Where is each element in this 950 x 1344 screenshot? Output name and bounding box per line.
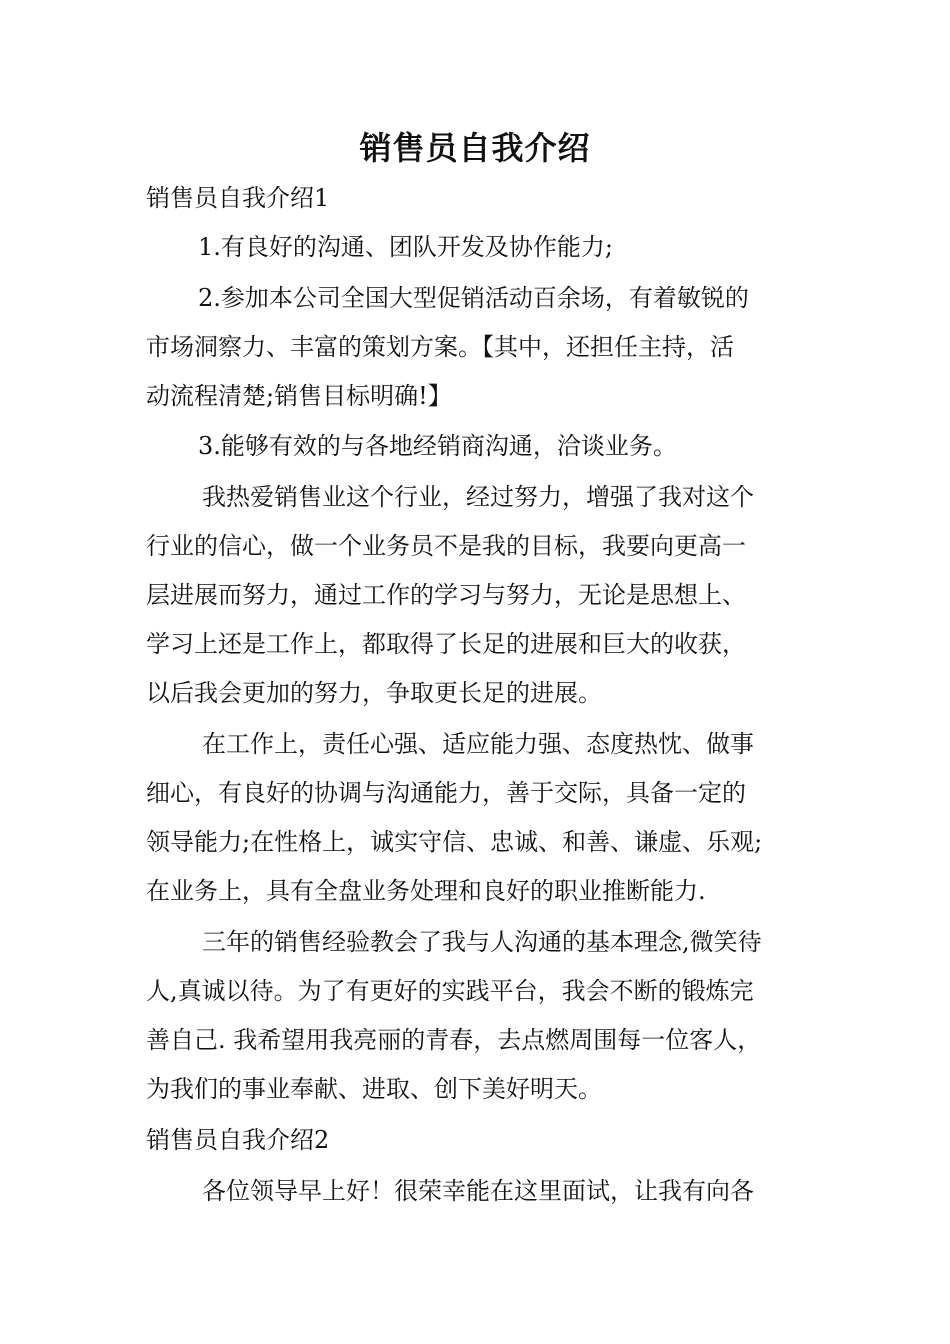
list-item-3-text: 3.能够有效的与各地经销商沟通，洽谈业务。 bbox=[198, 432, 677, 460]
list-item-2-line-3: 动流程清楚;销售目标明确!】 bbox=[146, 382, 452, 410]
list-item-1-text: 1.有良好的沟通、团队开发及协作能力; bbox=[198, 233, 613, 261]
paragraph-2-line-1: 在工作上，责任心强、适应能力强、态度热忱、做事 bbox=[202, 730, 754, 758]
list-item-2-line-1: 2.参加本公司全国大型促销活动百余场，有着敏锐的 bbox=[198, 284, 749, 312]
paragraph-1-line-3: 层进展而努力，通过工作的学习与努力，无论是思想上、 bbox=[146, 581, 746, 609]
paragraph-4-line-1: 各位领导早上好！很荣幸能在这里面试，让我有向各 bbox=[202, 1177, 754, 1205]
paragraph-3-line-3: 善自己. 我希望用我亮丽的青春，去点燃周围每一位客人， bbox=[146, 1026, 762, 1054]
paragraph-1-line-1: 我热爱销售业这个行业，经过努力，增强了我对这个 bbox=[202, 483, 754, 511]
paragraph-3-line-4: 为我们的事业奉献、进取、创下美好明天。 bbox=[146, 1075, 602, 1103]
paragraph-1 bbox=[146, 473, 816, 718]
list-item-3 bbox=[146, 422, 816, 471]
paragraph-1-line-2: 行业的信心，做一个业务员不是我的目标，我要向更高一 bbox=[146, 532, 746, 560]
section-heading-1: 销售员自我介绍1 bbox=[146, 184, 330, 212]
paragraph-1-line-4: 学习上还是工作上，都取得了长足的进展和巨大的收获， bbox=[146, 630, 746, 658]
paragraph-3-line-1: 三年的销售经验教会了我与人沟通的基本理念,微笑待 bbox=[202, 928, 762, 956]
paragraph-4 bbox=[146, 1167, 816, 1216]
list-item-2-line-2: 市场洞察力、丰富的策划方案。【其中，还担任主持，活 bbox=[146, 333, 734, 361]
paragraph-3-line-2: 人,真诚以待。为了有更好的实践平台，我会不断的锻炼完 bbox=[146, 977, 754, 1005]
list-item-1 bbox=[146, 223, 816, 272]
document-title: 销售员自我介绍 bbox=[359, 129, 591, 167]
section-heading-2: 销售员自我介绍2 bbox=[146, 1126, 330, 1154]
paragraph-2-line-2: 细心，有良好的协调与沟通能力，善于交际，具备一定的 bbox=[146, 779, 746, 807]
paragraph-2-line-3: 领导能力;在性格上，诚实守信、忠诚、和善、谦虚、乐观; bbox=[146, 828, 763, 856]
paragraph-3 bbox=[146, 918, 816, 1114]
paragraph-2-line-4: 在业务上，具有全盘业务处理和良好的职业推断能力. bbox=[146, 877, 706, 905]
paragraph-2 bbox=[146, 720, 816, 916]
list-item-2 bbox=[146, 274, 816, 421]
paragraph-1-line-5: 以后我会更加的努力，争取更长足的进展。 bbox=[146, 679, 602, 707]
